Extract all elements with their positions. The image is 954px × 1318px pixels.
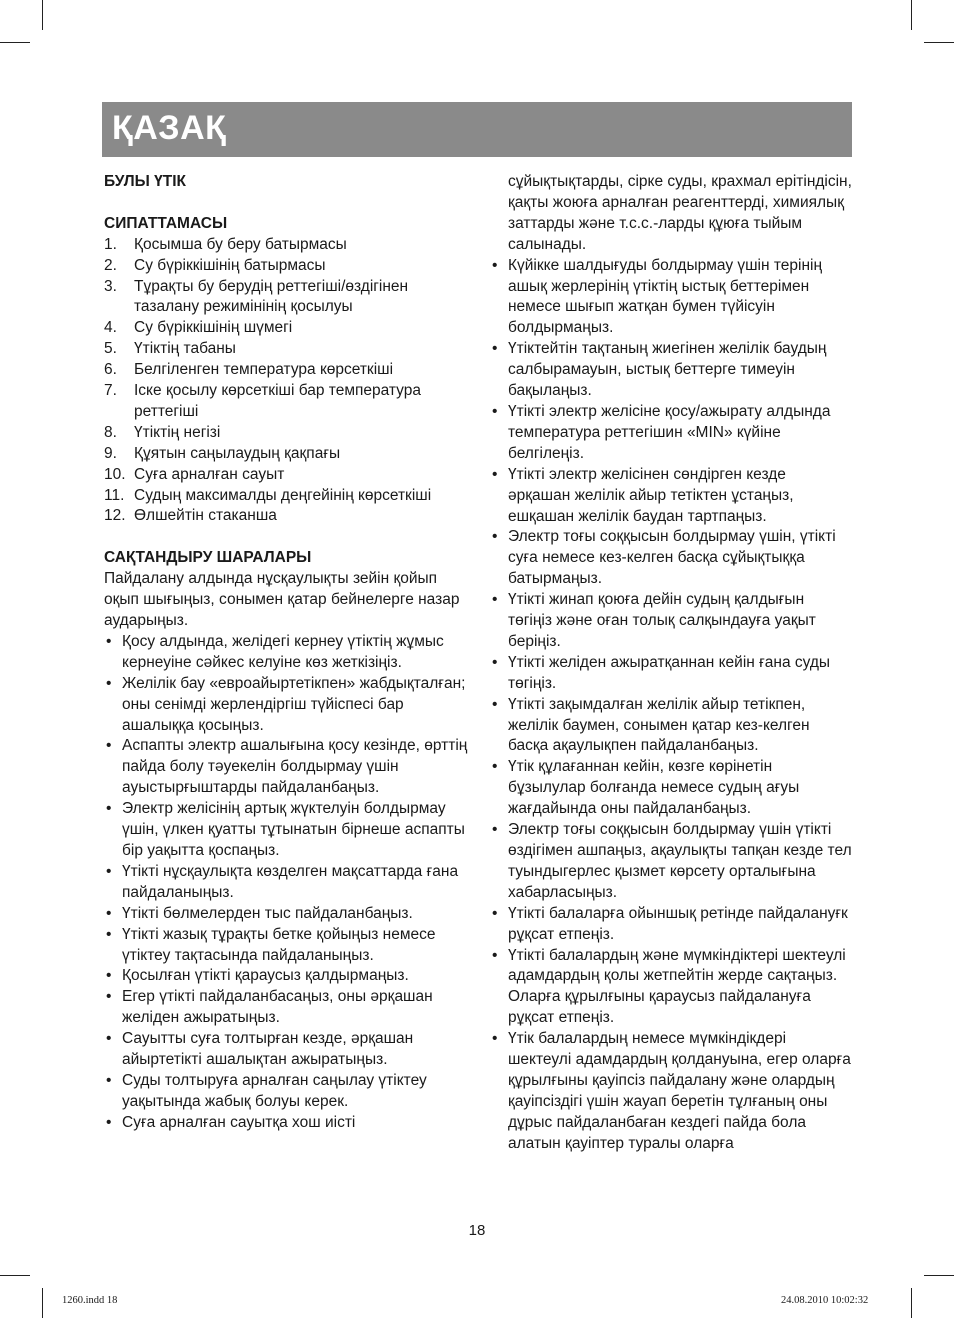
part-item [104, 486, 474, 507]
part-label: Су бүріккішінің шүмегі [134, 319, 293, 337]
list-item-text: Үтікті бөлмелерден тыс пайдаланбаңыз. [122, 904, 413, 922]
list-item [104, 1071, 474, 1113]
left-column [104, 172, 474, 1134]
bullet-icon: • [492, 653, 498, 671]
bullet-icon: • [492, 695, 498, 713]
bullet-icon: • [492, 821, 498, 839]
crop-mark [42, 0, 43, 30]
list-item [104, 632, 474, 674]
bullet-icon: • [106, 1071, 112, 1089]
bullet-icon: • [106, 904, 112, 922]
bullet-icon: • [492, 465, 498, 483]
list-item [490, 904, 852, 946]
part-number: 3. [104, 277, 117, 295]
footer-timestamp: 24.08.2010 10:02:32 [781, 1295, 869, 1306]
crop-mark [924, 42, 954, 43]
part-item [104, 235, 474, 256]
safety-bullet-list [104, 632, 474, 1134]
crop-mark [911, 0, 912, 30]
list-item-text: Күйікке шалдығуды болдырмау үшін терінің ашық жерлерінің үтіктің ыстық беттерімен немесе шығып жатқан бумен түйісуін болдырмаңыз. [508, 256, 823, 337]
part-number: 12. [104, 507, 126, 525]
list-item [490, 653, 852, 695]
part-number: 8. [104, 423, 117, 441]
list-item-text: Үтікті жазық тұрақты бетке қойыңыз немесе үтіктеу тақтасында пайдаланыңыз. [122, 925, 436, 964]
language-title: ҚАЗАҚ [112, 109, 227, 147]
list-item-text: Үтік балалардың немесе мүмкіндікдері шектеулі адамдардың қолдануына, егер оларға құрылғыны қауіпсіз пайдалану және олардың қауіпсіздігі үшін жауап беретін тұлғаның оны дұрыс пайдаланбаған кездегі пайда бола алатын қауіптер туралы оларға [508, 1030, 851, 1152]
list-item-note: Оларға құрылғыны қараусыз пайдалануға рұқсат етпеңіз. [508, 988, 811, 1027]
bullet-icon: • [492, 340, 498, 358]
part-item [104, 339, 474, 360]
continued-text: сұйықтықтарды, сірке суды, крахмал ерітіндісін, қақты жоюға арналған реагенттерді, химиялық заттарды және т.с.с.-ларды құюға тыйым салынады. [508, 173, 852, 253]
bullet-icon: • [106, 737, 112, 755]
bullet-icon: • [492, 1030, 498, 1048]
page-number: 18 [468, 1222, 486, 1239]
spacer [104, 193, 474, 214]
list-item-text: Үтікті балаларға ойыншық ретінде пайдалануғк рұқсат етпеңіз. [508, 904, 848, 943]
part-label: Су бүріккішінің батырмасы [134, 256, 326, 274]
list-item-text: Электр тоғы соққысын болдырмау үшін, үтікті суға немесе кез-келген басқа сұйықтыққа батырмаңыз. [508, 528, 836, 588]
list-item-text: Суға арналған сауытқа хош иісті [122, 1113, 356, 1131]
list-item [104, 736, 474, 799]
crop-mark [911, 1288, 912, 1318]
part-label: Өлшейтін стаканша [134, 507, 277, 525]
list-item [490, 527, 852, 590]
bullet-icon: • [492, 758, 498, 776]
list-item-text: Аспапты электр ашалығына қосу кезінде, өрттің пайда болу тәуекелін болдырмау үшін ауыстырғыштарды пайдаланбаңыз. [122, 737, 468, 797]
list-item [490, 339, 852, 402]
list-item-text: Электр тоғы соққысын болдырмау үшін үтікті өздігімен ашпаңыз, ақаулықты тапқан кезде тел туындыгерлес қызмет көрсету орталығына хабарласыңыз. [508, 821, 852, 901]
list-item-text: Үтік құлағаннан кейін, көзге көрінетін бұзылулар болғанда немесе судың ағуы жағдайында оны пайдаланбаңыз. [508, 758, 800, 818]
part-number: 10. [104, 465, 126, 483]
part-label: Үтіктің табаны [134, 340, 236, 358]
bullet-icon: • [492, 256, 498, 274]
part-item [104, 360, 474, 381]
part-label: Құятын саңылаудың қақпағы [134, 444, 341, 462]
safety-intro: Пайдалану алдында нұсқаулықты зейін қойып оқып шығыңыз, сонымен қатар бейнелерге назар аударыңыз. [104, 570, 460, 629]
part-item [104, 423, 474, 444]
list-item [104, 674, 474, 737]
part-item [104, 381, 474, 423]
part-number: 2. [104, 256, 117, 274]
bullet-icon: • [492, 904, 498, 922]
description-heading: СИПАТТАМАСЫ [104, 214, 228, 232]
list-item [490, 946, 852, 988]
bullet-icon: • [106, 925, 112, 943]
part-number: 4. [104, 319, 117, 337]
bullet-icon: • [106, 967, 112, 985]
right-column [490, 172, 852, 1155]
bullet-icon: • [492, 946, 498, 964]
list-item-text: Үтікті балалардың және мүмкіндіктері шектеулі адамдардың қолы жетпейтін жерде сақтаңыз. [508, 946, 846, 985]
part-label: Белгіленген температура көрсеткіші [134, 361, 394, 379]
part-label: Үтіктің негізі [134, 423, 221, 441]
part-label: Тұрақты бу берудің реттегіші/өздігінен тазалану режимінінің қосылуы [134, 277, 409, 316]
part-item [104, 277, 474, 319]
bullet-icon: • [492, 402, 498, 420]
list-item-text: Үтіктейтін тақтаның жиегінен желілік баудың салбырамауын, ыстық беттерге тимеуін бақылаңыз. [508, 340, 827, 400]
part-item [104, 444, 474, 465]
bullet-icon: • [106, 1113, 112, 1131]
part-number: 11. [104, 486, 125, 504]
list-item-text: Электр желісінің артық жүктелуін болдырмау үшін, үлкен қуатты тұтынатын бірнеше аспапты бір уақытта қоспаңыз. [122, 800, 465, 859]
list-item [104, 1029, 474, 1071]
list-item [104, 966, 474, 987]
language-header-bar [102, 102, 852, 157]
list-item-text: Үтікті электр желісіне қосу/ажырату алдында температура реттегішин «MIN» күйіне белгілеңіз. [508, 402, 831, 462]
part-label: Қосымша бу беру батырмасы [134, 235, 347, 253]
crop-mark [42, 1288, 43, 1318]
product-heading: БУЛЫ ҮТІК [104, 173, 187, 190]
part-label: Іске қосылу көрсеткіші бар температура реттегіші [134, 382, 421, 420]
list-item-text: Сауытты суға толтырған кезде, әрқашан айыртетікті ашалықтан ажыратыңыз. [122, 1030, 414, 1069]
list-item-text: Үтікті жинап қоюға дейін судың қалдығын төгіңіз және оған толық салқындауға уақыт беріңіз. [508, 591, 816, 650]
safety-heading: САҚТАНДЫРУ ШАРАЛАРЫ [104, 549, 312, 567]
list-item [490, 820, 852, 904]
bullet-icon: • [106, 862, 112, 880]
list-item-text: Үтікті электр желісінен сөндірген кезде әрқашан желілік айыр тетіктен ұстаңыз, ешқашан желілік баудан тартпаңыз. [508, 465, 794, 525]
list-item [104, 1113, 474, 1134]
list-item [490, 256, 852, 340]
list-item-text: Үтікті зақымдалған желілік айыр тетікпен, желілік баумен, сонымен қатар кез-келген басқа ақаулықпен пайдаланбаңыз. [508, 695, 810, 755]
crop-mark [924, 1275, 954, 1276]
part-item [104, 465, 474, 486]
part-number: 6. [104, 361, 117, 379]
bullet-icon: • [106, 674, 112, 692]
bullet-icon: • [106, 988, 112, 1006]
safety-bullet-list-continued [490, 256, 852, 1155]
bullet-icon: • [492, 591, 498, 609]
list-item [490, 757, 852, 820]
part-number: 7. [104, 382, 117, 400]
list-item-text: Қосу алдында, желідегі кернеу үтіктің жұмыс кернеуіне сәйкес келуіне көз жеткізіңіз. [122, 632, 444, 671]
part-item [104, 318, 474, 339]
list-item-text: Үтікті нұсқаулықта көзделген мақсаттарда ғана пайдаланыңыз. [122, 862, 459, 901]
bullet-icon: • [106, 1030, 112, 1048]
spacer [104, 527, 474, 548]
list-item [490, 465, 852, 528]
crop-mark [0, 1275, 30, 1276]
list-item-text: Суды толтыруға арналған саңылау үтіктеу уақытында жабық болуы керек. [122, 1071, 427, 1110]
part-label: Суға арналған сауыт [134, 465, 285, 483]
bullet-icon: • [106, 632, 112, 650]
list-item-text: Үтікті желіден ажыратқаннан кейін ғана суды төгіңіз. [508, 653, 831, 692]
list-item [490, 1029, 852, 1154]
part-number: 1. [104, 235, 117, 253]
list-item [490, 590, 852, 653]
part-number: 5. [104, 340, 117, 358]
bullet-icon: • [492, 528, 498, 546]
list-item-text: Желілік бау «евроайыртетікпен» жабдықталған; оны сенімді жерлендіргіш түйіспесі бар ашалыққа қосыңыз. [122, 674, 466, 734]
part-label: Судың максималды деңгейінің көрсеткіші [134, 486, 432, 504]
parts-list [104, 235, 474, 528]
list-item [104, 862, 474, 904]
list-item [104, 799, 474, 862]
list-item [490, 695, 852, 758]
list-item [104, 904, 474, 925]
list-item [490, 402, 852, 465]
part-item [104, 256, 474, 277]
part-item [104, 506, 474, 527]
bullet-icon: • [106, 800, 112, 818]
crop-mark [0, 42, 30, 43]
footer-file-info: 1260.indd 18 [62, 1295, 118, 1306]
list-item [104, 987, 474, 1029]
list-item [104, 925, 474, 967]
list-item-text: Егер үтікті пайдаланбасаңыз, оны әрқашан желіден ажыратыңыз. [122, 988, 433, 1027]
list-item-text: Қосылған үтікті қараусыз қалдырмаңыз. [122, 967, 409, 985]
part-number: 9. [104, 444, 117, 462]
